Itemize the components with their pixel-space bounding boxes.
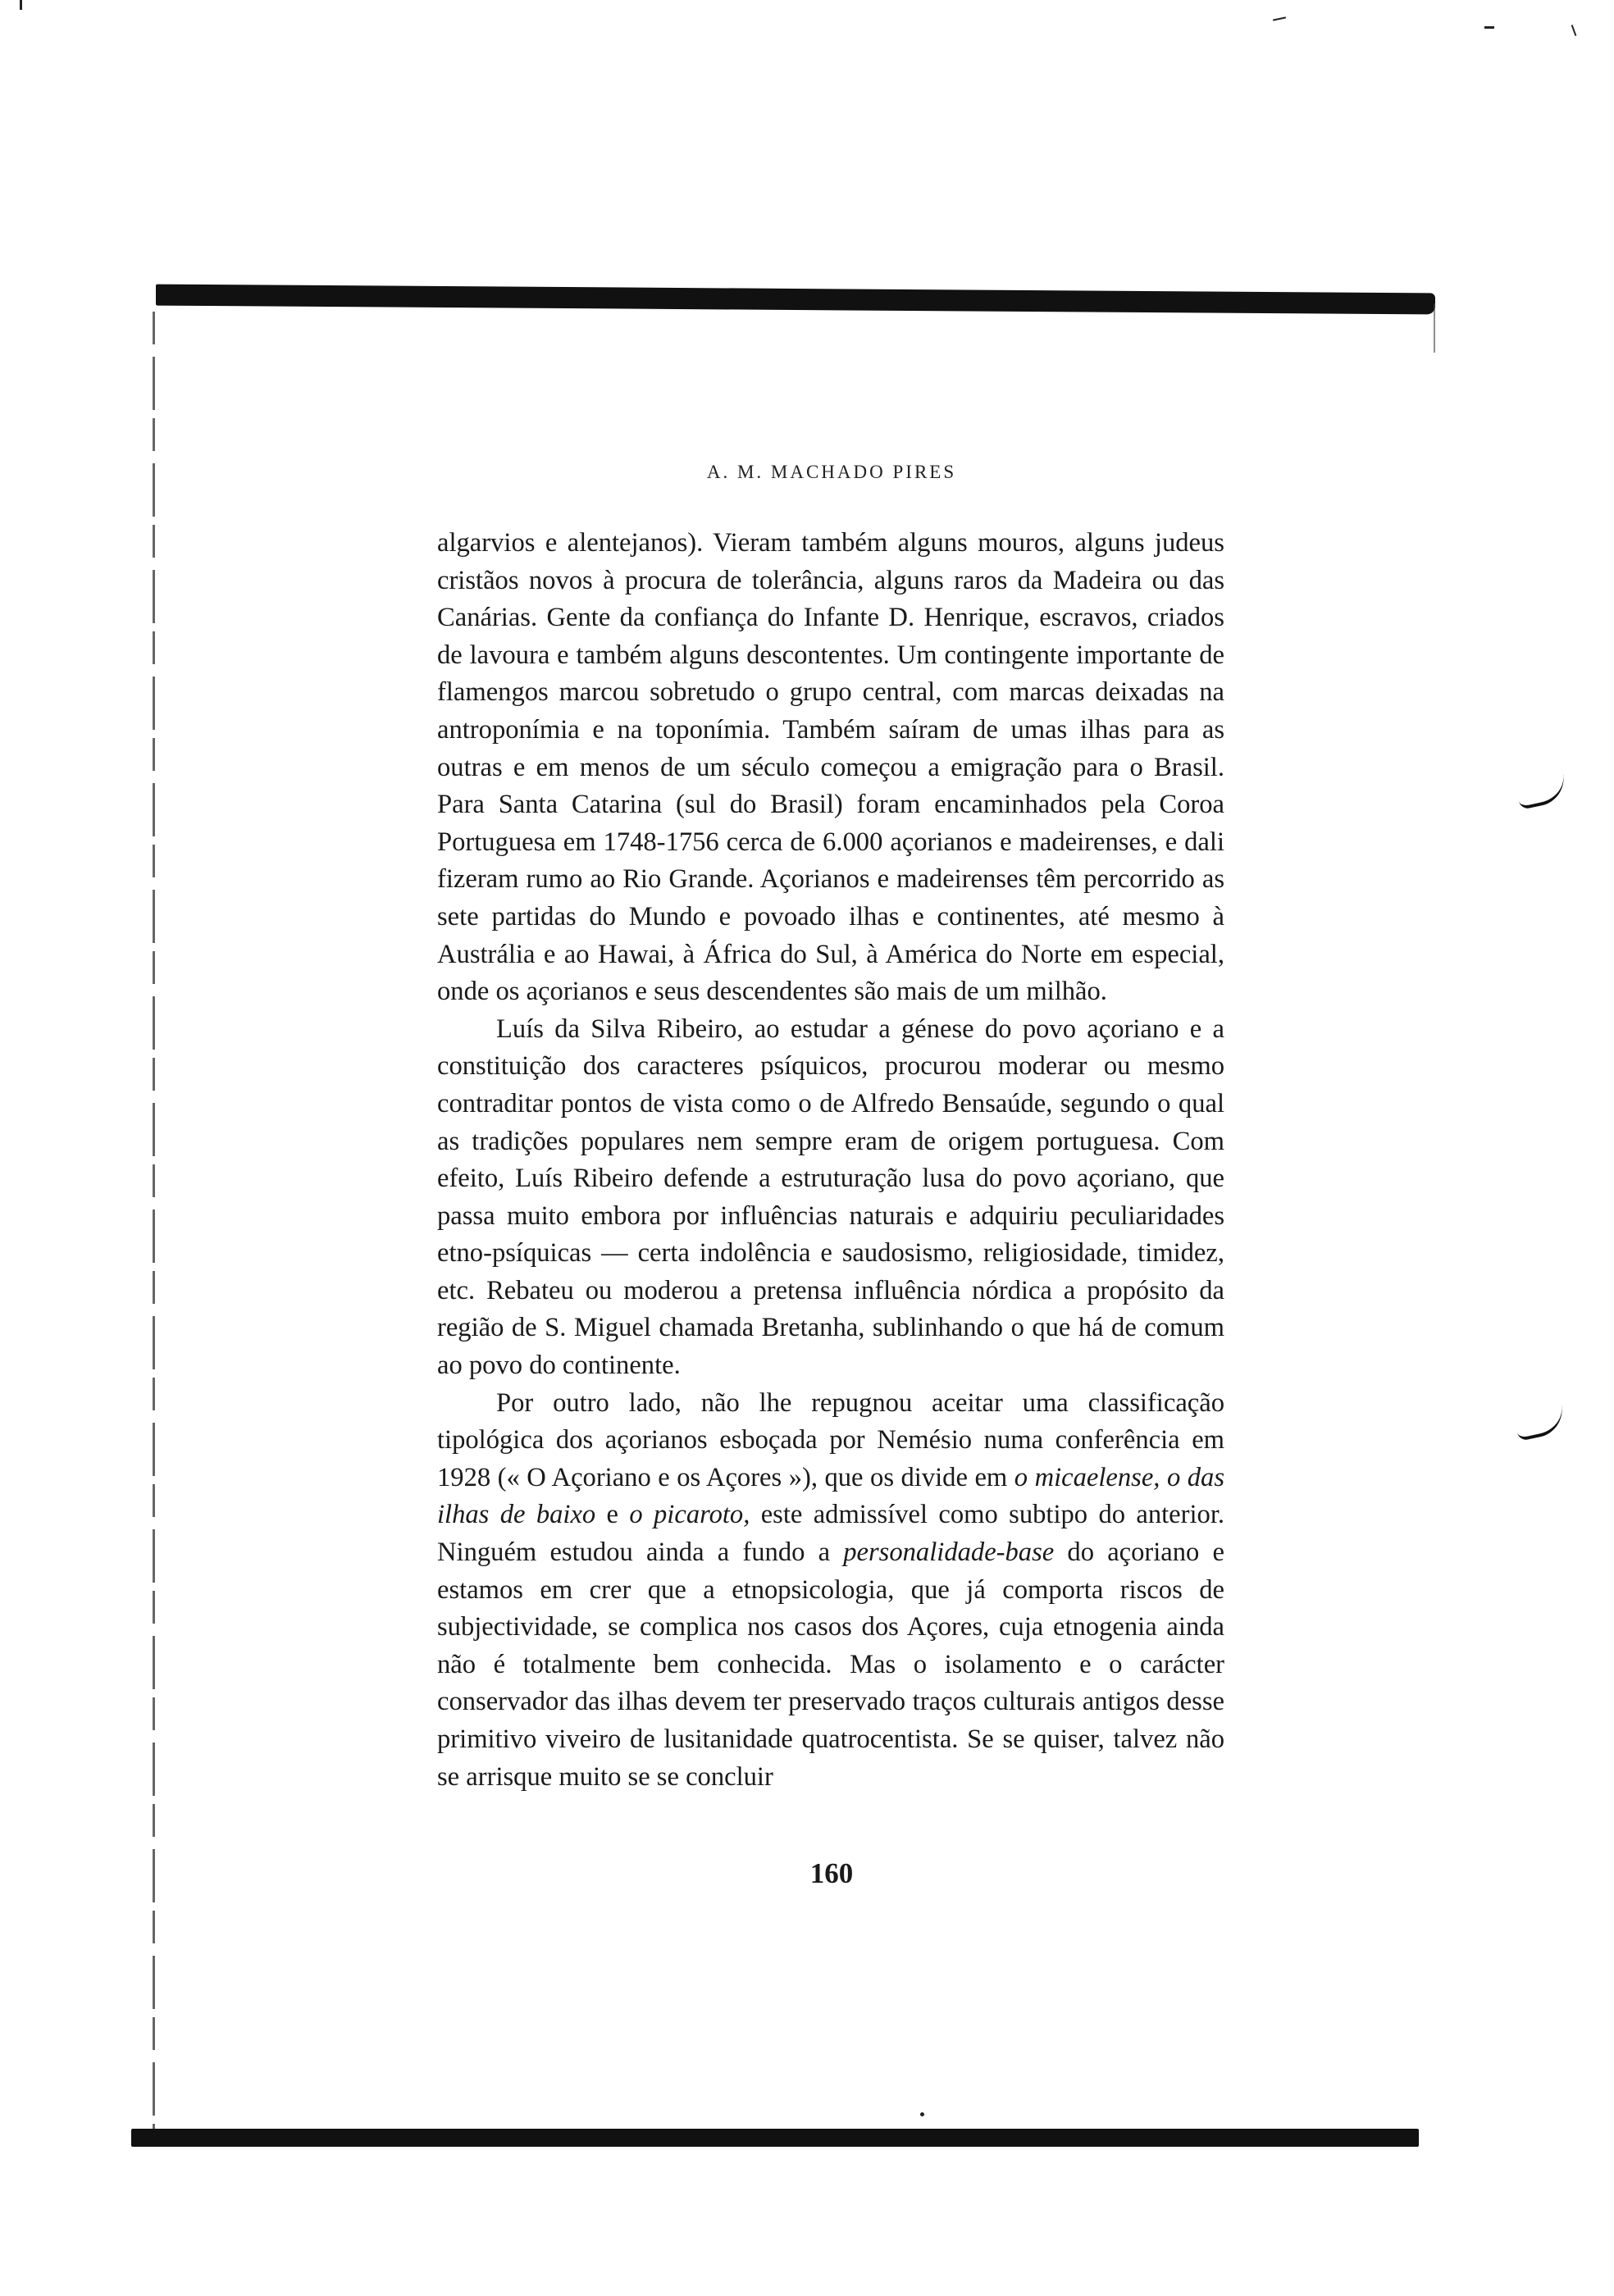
scan-border-top <box>156 285 1435 315</box>
page-number: 160 <box>809 1857 854 1889</box>
paragraph-1: algarvios e alentejanos). Vieram também alguns mouros, alguns judeus cristãos novos à procura de tolerância, alguns raros da Madeira ou das Canárias. Gente da confiança do Infante D. Henrique, escravos, criados de lavoura e também alguns descontentes. Um contingente importante de flamengos marcou sobretudo o grupo central, com marcas deixadas na antroponímia e na toponímia. Também saíram de umas ilhas para as outras e em menos de um século começou a emigração para o Brasil. Para Santa Catarina (sul do Brasil) foram encaminhados pela Coroa Portuguesa em 1748-1756 cerca de 6.000 açorianos e madeirenses, e dali fizeram rumo ao Rio Grande. Açorianos e madeirenses têm percorrido as sete partidas do Mundo e povoado ilhas e continentes, até mesmo à Austrália e ao Hawai, à África do Sul, à América do Norte em especial, onde os açorianos e seus descendentes são mais de um milhão. <box>437 528 1224 1007</box>
italic-term: o micaelense, o das ilhas de baixo <box>437 1462 1224 1530</box>
margin-pencil-mark <box>1513 1404 1567 1442</box>
scan-border-left <box>153 312 155 2132</box>
scan-speck <box>1571 25 1577 36</box>
running-head: A. M. MACHADO PIRES <box>706 462 957 482</box>
body-text <box>437 525 1224 1796</box>
italic-term: personalidade-base <box>843 1538 1055 1568</box>
scan-speck <box>1273 16 1286 20</box>
paragraph-2: Luís da Silva Ribeiro, ao estudar a génese do povo açoriano e a constituição dos caracteres psíquicos, procurou moderar ou mesmo contraditar pontos de vista como o de Alfredo Bensaúde, segundo o qual as tradições populares nem sempre eram de origem portuguesa. Com efeito, Luís Ribeiro defende a estruturação lusa do povo açoriano, que passa muito embora por influências naturais e adquiriu peculiaridades etno-psíquicas — certa indolência e saudosismo, religiosidade, timidez, etc. Rebateu ou moderou a pretensa influência nórdica a propósito da região de S. Miguel chamada Bretanha, sublinhando o que há de comum ao povo do continente. <box>437 1014 1224 1381</box>
scan-border-bottom <box>131 2129 1419 2147</box>
scan-border-right <box>1434 303 1435 353</box>
scan-speck <box>1484 26 1494 29</box>
italic-term: o picaroto, <box>629 1500 750 1530</box>
scan-speck <box>20 0 22 10</box>
paragraph-3: Por outro lado, não lhe repugnou aceitar uma classificação tipológica dos açorianos esboçada por Nemésio numa conferência em 1928 (« O Açoriano e os Açores »), que os divide em o micaelense, o das ilhas de baixo e o picaroto, este admissível como subtipo do anterior. Ninguém estudou ainda a fundo a personalidade-base do açoriano e estamos em crer que a etnopsicologia, que já comporta riscos de subjectividade, se complica nos casos dos Açores, cuja etnogenia ainda não é totalmente bem conhecida. Mas o isolamento e o carácter conservador das ilhas devem ter preservado traços culturais antigos desse primitivo viveiro de lusitanidade quatrocentista. Se se quiser, talvez não se arrisque muito se se concluir <box>437 1387 1225 1792</box>
margin-pencil-mark <box>1515 772 1569 810</box>
scan-speck <box>920 2112 924 2116</box>
